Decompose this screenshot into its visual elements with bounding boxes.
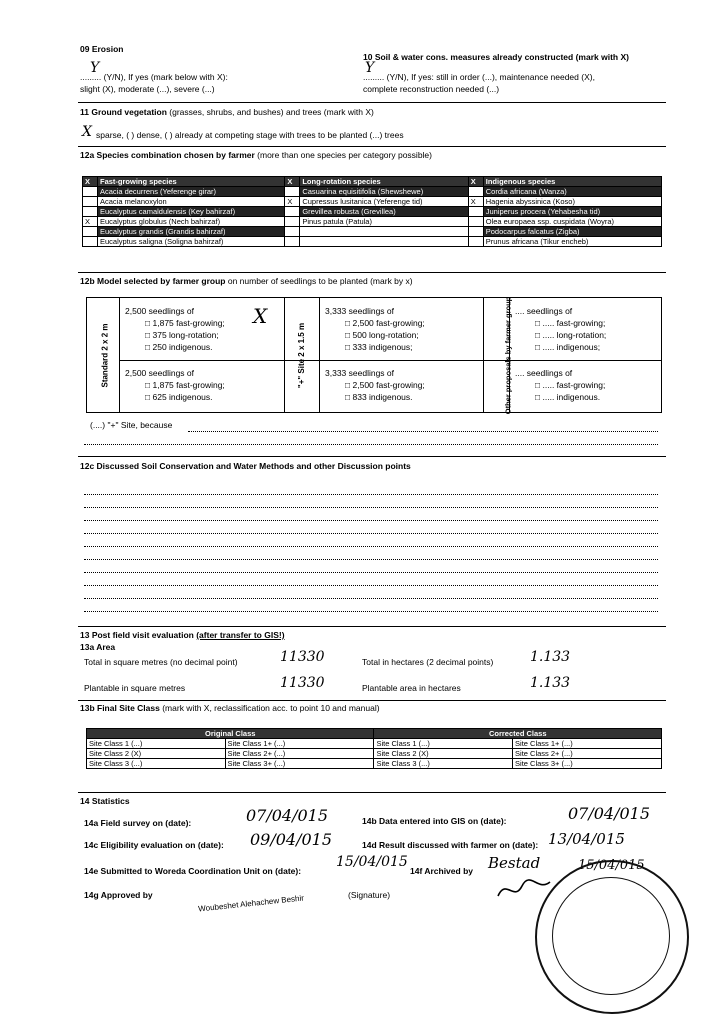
- a1-item: □ 250 indigenous.: [145, 342, 213, 352]
- s14f-label: 14f Archived by: [410, 866, 473, 876]
- s10-line2: complete reconstruction needed (...): [363, 84, 500, 94]
- divider: [78, 272, 666, 273]
- c2-item: □ ..... indigenous.: [535, 392, 601, 402]
- site-class-table: Original Class Corrected Class Site Class 1 (...) Site Class 1+ (...) Site Class 1 (...) Site Class 1+ (...) Site Class 2 (X) Site Class 2+ (...) Site Class 2 (X) Site Class 2+ (...) Site Class 3 (...) Site Class 3+ (...) Site Class 3 (...) Site Class 3+ (...): [86, 728, 662, 769]
- s14c-value: 09/04/015: [250, 830, 333, 849]
- a2-head: 2,500 seedlings of: [125, 368, 194, 378]
- total-ha-label: Total in hectares (2 decimal points): [362, 657, 494, 667]
- s11-heading: 11 Ground vegetation (grasses, shrubs, and bushes) and trees (mark with X): [80, 107, 374, 117]
- other-label: Other proposals by farmer group: [503, 296, 513, 415]
- because-line: (....) "+" Site, because: [90, 420, 173, 430]
- s11-line: sparse, ( ) dense, ( ) already at competing stage with trees to be planted (...) trees: [96, 130, 404, 140]
- plant-ha-label: Plantable area in hectares: [362, 683, 461, 693]
- s14e-value: 15/04/015: [336, 854, 408, 870]
- s14-title: 14 Statistics: [80, 796, 130, 806]
- c1-head: .... seedlings of: [515, 306, 573, 316]
- s14b-value: 07/04/015: [568, 804, 651, 823]
- c1-item: □ ..... indigenous;: [535, 342, 601, 352]
- total-sqm-value: 11330: [280, 649, 325, 665]
- divider: [78, 626, 666, 627]
- s10-line1: ......... (Y/N), If yes: still in order (...), maintenance needed (X),: [363, 72, 595, 82]
- s14d-value: 13/04/015: [548, 830, 625, 848]
- plant-ha-value: 1.133: [530, 675, 571, 691]
- s14g-label: 14g Approved by: [84, 890, 153, 900]
- s12b-hand-mark: X: [253, 304, 268, 328]
- b1-item: □ 2,500 fast-growing;: [345, 318, 425, 328]
- s10-hand-y: Y: [365, 60, 375, 76]
- because-dots: [84, 444, 658, 445]
- total-sqm-label: Total in square metres (no decimal point): [84, 657, 238, 667]
- species-table: X Fast-growing species X Long-rotation species X Indigenous species Acacia decurrens (Yeferenge girar) Casuarina equisitifolia (Shewshewe) Cordia africana (Wanza) Acacia melanoxylon X Cupressus lusitanica (Yeferenge tid) X Hagenia abyssinica (Koso) Eucalyptus camaldulensis (Key bahirzaf) Grevillea robusta (Grevillea) Juniperus procera (Yehabesha tid) X Eucalyptus globulus (Nech bahirzaf) Pinus patula (Patula) Olea europaea ssp. cuspidata (Woyra) Eucalyptus grandis (Grandis bahirzaf) Podocarpus falcatus (Zigba) Eucalyptus saligna (Soligna bahirzaf) Prunus africana (Tikur encheb): [82, 176, 662, 247]
- s14b-label: 14b Data entered into GIS on (date):: [362, 816, 507, 826]
- b2-item: □ 2,500 fast-growing;: [345, 380, 425, 390]
- c1-item: □ ..... long-rotation;: [535, 330, 607, 340]
- s14c-label: 14c Eligibility evaluation on (date):: [84, 840, 224, 850]
- s09-hand-y: Y: [90, 60, 100, 76]
- divider: [78, 700, 666, 701]
- b1-item: □ 500 long-rotation;: [345, 330, 419, 340]
- official-stamp-inner: [552, 877, 670, 995]
- a2-item: □ 625 indigenous.: [145, 392, 213, 402]
- divider: [78, 792, 666, 793]
- s14e-label: 14e Submitted to Woreda Coordination Unit on (date):: [84, 866, 302, 876]
- s09-title: 09 Erosion: [80, 44, 124, 54]
- s12c-title: 12c Discussed Soil Conservation and Water Methods and other Discussion points: [80, 461, 411, 471]
- approver-stamp-name: Woubeshet Alehachew Beshir: [197, 893, 305, 914]
- plant-sqm-label: Plantable in square metres: [84, 683, 186, 693]
- a2-item: □ 1,875 fast-growing;: [145, 380, 225, 390]
- s14a-label: 14a Field survey on (date):: [84, 818, 192, 828]
- s13-heading: 13 Post field visit evaluation (after transfer to GIS!): [80, 630, 285, 640]
- a1-item: □ 1,875 fast-growing;: [145, 318, 225, 328]
- model-grid: [86, 297, 662, 413]
- b1-item: □ 333 indigenous;: [345, 342, 413, 352]
- s14f-value: Bestad: [488, 854, 541, 872]
- site-label: "+" Site 2 x 1.5 m: [297, 322, 307, 389]
- b1-head: 3,333 seedlings of: [325, 306, 394, 316]
- s11-hand-mark: X: [82, 124, 92, 140]
- c2-item: □ ..... fast-growing;: [535, 380, 606, 390]
- s10-title: 10 Soil & water cons. measures already constructed (mark with X): [363, 52, 629, 62]
- s13a-title: 13a Area: [80, 642, 116, 652]
- form-page: [78, 40, 666, 940]
- standard-label: Standard 2 x 2 m: [100, 323, 110, 388]
- b2-item: □ 833 indigenous.: [345, 392, 413, 402]
- s14d-label: 14d Result discussed with farmer on (date):: [362, 840, 539, 850]
- a1-head: 2,500 seedlings of: [125, 306, 194, 316]
- divider: [78, 146, 666, 147]
- b2-head: 3,333 seedlings of: [325, 368, 394, 378]
- s09-line1: ......... (Y/N), If yes (mark below with X):: [80, 72, 228, 82]
- total-ha-value: 1.133: [530, 649, 571, 665]
- c2-head: .... seedlings of: [515, 368, 573, 378]
- s13b-heading: 13b Final Site Class (mark with X, reclassification acc. to point 10 and manual): [80, 703, 380, 713]
- because-dots: [188, 431, 658, 432]
- c1-item: □ ..... fast-growing;: [535, 318, 606, 328]
- a1-item: □ 375 long-rotation;: [145, 330, 219, 340]
- plant-sqm-value: 11330: [280, 675, 325, 691]
- s14f-date: 15/04/015: [578, 858, 645, 873]
- divider: [78, 102, 666, 103]
- s09-line2: slight (X), moderate (...), severe (...): [80, 84, 215, 94]
- divider: [78, 456, 666, 457]
- s12b-heading: 12b Model selected by farmer group on number of seedlings to be planted (mark by x): [80, 276, 413, 286]
- s12a-heading: 12a Species combination chosen by farmer (more than one species per category possible): [80, 150, 432, 160]
- s14g-signature: (Signature): [348, 890, 391, 900]
- s14a-value: 07/04/015: [246, 806, 329, 825]
